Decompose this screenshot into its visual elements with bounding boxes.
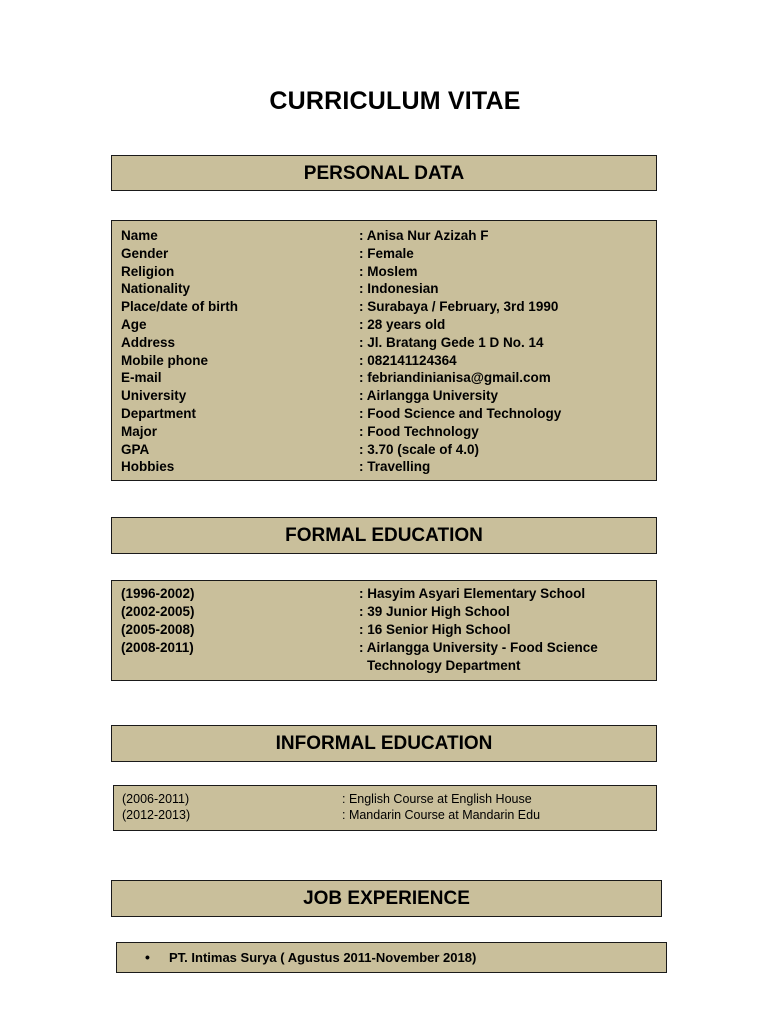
personal-row-hobbies [121, 458, 656, 476]
field-value: : Food Technology [359, 423, 479, 439]
school-value: : 16 Senior High School [359, 622, 511, 637]
field-label: Place/date of birth [121, 299, 239, 315]
field-value: : febriandinianisa@gmail.com [359, 370, 551, 386]
job-item [145, 943, 666, 972]
formal-row [121, 639, 656, 657]
section-title: FORMAL EDUCATION [285, 525, 483, 546]
field-value: : Food Science and Technology [359, 405, 562, 421]
field-label: University [121, 388, 187, 404]
formal-row-continuation [121, 657, 656, 675]
informal-row [122, 791, 656, 807]
field-label: Mobile phone [121, 352, 208, 368]
field-value: : 3.70 (scale of 4.0) [359, 441, 480, 457]
formal-row [121, 603, 656, 621]
personal-row-age [121, 316, 656, 334]
field-label: Department [121, 405, 197, 421]
field-value: : Female [359, 245, 414, 261]
section-header-informal-education [111, 725, 657, 762]
period-label: (2002-2005) [121, 604, 195, 619]
formal-row [121, 621, 656, 639]
field-value: : Travelling [359, 459, 431, 475]
job-experience-box [116, 942, 667, 973]
section-title: INFORMAL EDUCATION [275, 733, 493, 754]
field-value: : Moslem [359, 263, 418, 279]
formal-education-box [111, 580, 657, 681]
field-label: Name [121, 228, 158, 243]
section-header-job-experience [111, 880, 662, 917]
field-value: : 28 years old [359, 316, 446, 332]
school-value-continuation: Technology Department [367, 658, 521, 673]
personal-row-university [121, 387, 656, 405]
course-value: : English Course at English House [342, 792, 532, 806]
field-label: Age [121, 316, 147, 332]
personal-row-email [121, 369, 656, 387]
field-label: Major [121, 423, 158, 439]
page-title: CURRICULUM VITAE [269, 87, 521, 115]
course-value: : Mandarin Course at Mandarin Edu [342, 808, 541, 822]
field-label: Religion [121, 263, 175, 279]
informal-row [122, 807, 656, 823]
personal-row-religion [121, 263, 656, 281]
personal-row-address [121, 334, 656, 352]
school-value: : 39 Junior High School [359, 604, 510, 619]
personal-row-department [121, 405, 656, 423]
section-header-formal-education [111, 517, 657, 554]
field-label: Address [121, 334, 176, 350]
period-label: (1996-2002) [121, 586, 195, 601]
formal-row [121, 585, 656, 603]
field-value: : Anisa Nur Azizah F [359, 228, 489, 243]
field-value: : Indonesian [359, 281, 439, 297]
period-label: (2005-2008) [121, 622, 195, 637]
section-title: PERSONAL DATA [303, 163, 465, 184]
field-label: GPA [121, 441, 150, 457]
school-value: : Airlangga University - Food Science [359, 640, 598, 655]
field-value: : 082141124364 [359, 352, 457, 368]
field-label: E-mail [121, 370, 162, 386]
section-header-personal-data [111, 155, 657, 191]
period-label: (2012-2013) [122, 808, 191, 822]
informal-education-box [113, 785, 657, 831]
personal-row-mobile [121, 352, 656, 370]
bullet-icon: • [145, 949, 150, 965]
field-label: Gender [121, 245, 169, 261]
personal-row-major [121, 423, 656, 441]
field-value: : Jl. Bratang Gede 1 D No. 14 [359, 334, 544, 350]
school-value: : Hasyim Asyari Elementary School [359, 586, 586, 601]
personal-data-box [111, 220, 657, 481]
personal-row-nationality [121, 280, 656, 298]
personal-row-gender [121, 245, 656, 263]
field-value: : Airlangga University [359, 388, 499, 404]
field-label: Hobbies [121, 459, 175, 475]
field-label: Nationality [121, 281, 191, 297]
personal-row-birth [121, 298, 656, 316]
section-title: JOB EXPERIENCE [303, 888, 470, 909]
personal-row-gpa [121, 441, 656, 459]
period-label: (2006-2011) [122, 792, 190, 806]
field-value: : Surabaya / February, 3rd 1990 [359, 299, 559, 315]
job-item-text: PT. Intimas Surya ( Agustus 2011-November 2018) [169, 950, 477, 965]
period-label: (2008-2011) [121, 640, 194, 655]
personal-row-name [121, 227, 656, 245]
